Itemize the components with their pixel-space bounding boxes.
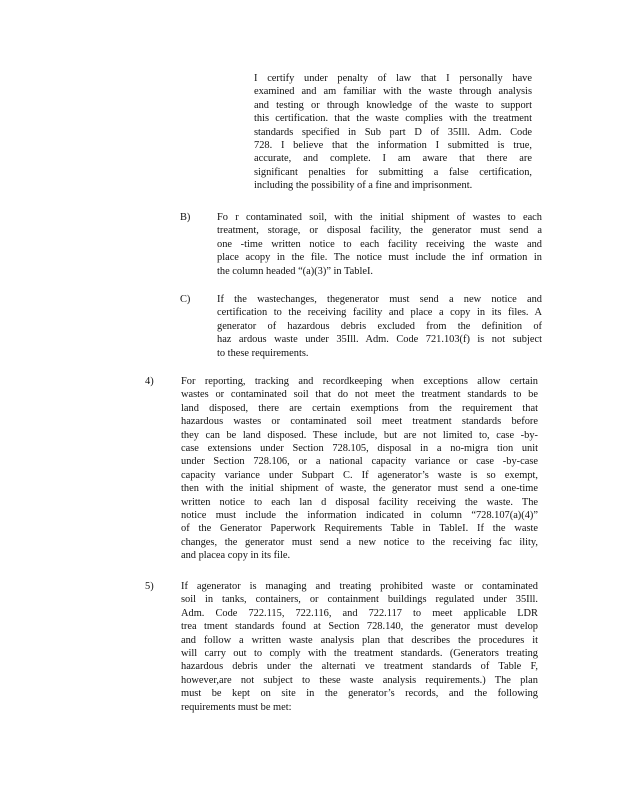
paragraph-line: and placea copy in its file. <box>181 550 291 562</box>
item-c-paragraph <box>217 293 542 360</box>
paragraph-line: land disposed, there are certain exemptions from the requirement that <box>181 402 538 414</box>
certification-line: including the possibility of a fine and imprisonment. <box>254 180 473 192</box>
paragraph-line: If agenerator is managing and treating prohibited waste or contaminated <box>181 581 538 592</box>
certification-line: significant penalties for submitting a false certification, <box>254 166 532 178</box>
paragraph-line: of the Generator Paperwork Requirements Table in TableI. If the waste <box>181 523 538 535</box>
paragraph-line: they can be land disposed. These include, but are not limited to, case -by- <box>181 429 538 441</box>
certification-line: standards specified in Sub part D of 35Ill. Adm. Code <box>254 126 532 138</box>
paragraph-line: under Section 728.106, or a national capacity variance or case -by-case <box>181 456 538 468</box>
paragraph-line: one -time written notice to each facility receiving the waste and <box>217 238 542 250</box>
paragraph-line: and follow a written waste analysis plan that describes the procedures it <box>181 634 538 646</box>
paragraph-line: soil in tanks, containers, or containment buildings regulated under 35Ill. <box>181 594 538 606</box>
paragraph-line: must be kept on site in the generator’s records, and the following <box>181 688 538 700</box>
paragraph-line: capacity variance under Subpart C. If agenerator’s waste is so exempt, <box>181 469 538 481</box>
certification-line: examined and am familiar with the waste through analysis <box>254 86 532 98</box>
paragraph-line: wastes or contaminated soil that do not meet the treatment standards to be <box>181 389 538 401</box>
item-5-paragraph <box>181 580 538 714</box>
paragraph-line: trea tment standards found at Section 728.140, the generator must develop <box>181 621 538 633</box>
paragraph-line: changes, the generator must send a new notice to the receiving fac ility, <box>181 536 538 548</box>
item-4-paragraph <box>181 375 538 563</box>
paragraph-line: notice must include the information indicated in column “728.107(a)(4)” <box>181 510 538 522</box>
paragraph-line: written notice to each lan d disposal facility receiving the waste. The <box>181 496 538 508</box>
paragraph-line: hazardous debris under the alternati ve treatment standards of Table F, <box>181 661 538 673</box>
paragraph-line: case extensions under Section 728.105, disposal in a no-migra tion unit <box>181 443 538 455</box>
paragraph-line: treatment, storage, or disposal facility, the generator must send a <box>217 225 542 237</box>
paragraph-line: generator of hazardous debris excluded from the definition of <box>217 320 542 332</box>
paragraph-line: Fo r contaminated soil, with the initial shipment of wastes to each <box>217 212 542 223</box>
certification-line: I certify under penalty of law that I personally have <box>254 73 532 84</box>
certification-line: accurate, and complete. I am aware that there are <box>254 153 532 165</box>
item-b-paragraph <box>217 211 542 278</box>
certification-line: this certification. that the waste complies with the treatment <box>254 113 532 125</box>
paragraph-line: Adm. Code 722.115, 722.116, and 722.117 to meet applicable LDR <box>181 607 538 619</box>
item-b-label: B) <box>180 212 191 223</box>
paragraph-line: then with the initial shipment of waste, the generator must send a one-time <box>181 483 538 495</box>
paragraph-line: place acopy in the file. The notice must include the inf ormation in <box>217 252 542 264</box>
paragraph-line: will carry out to comply with the treatment standards. (Generators treating <box>181 648 538 660</box>
paragraph-line: the column headed “(a)(3)” in TableI. <box>217 265 374 277</box>
item-c-label: C) <box>180 294 191 305</box>
paragraph-line: haz ardous waste under 35Ill. Adm. Code 721.103(f) is not subject <box>217 334 542 346</box>
certification-statement <box>254 72 532 193</box>
item-5-label: 5) <box>145 581 154 592</box>
paragraph-line: For reporting, tracking and recordkeeping when exceptions allow certain <box>181 376 538 387</box>
certification-line: and testing or through knowledge of the waste to support <box>254 99 532 111</box>
paragraph-line: hazardous wastes or contaminated soil meet treatment standards before <box>181 416 538 428</box>
paragraph-line: to these requirements. <box>217 347 309 359</box>
paragraph-line: requirements must be met: <box>181 701 292 713</box>
paragraph-line: however,are not subject to these waste analysis requirements.) The plan <box>181 674 538 686</box>
paragraph-line: certification to the receiving facility and place a copy in its files. A <box>217 307 542 319</box>
item-4-label: 4) <box>145 376 154 387</box>
paragraph-line: If the wastechanges, thegenerator must send a new notice and <box>217 294 542 305</box>
certification-line: 728. I believe that the information I submitted is true, <box>254 140 532 152</box>
